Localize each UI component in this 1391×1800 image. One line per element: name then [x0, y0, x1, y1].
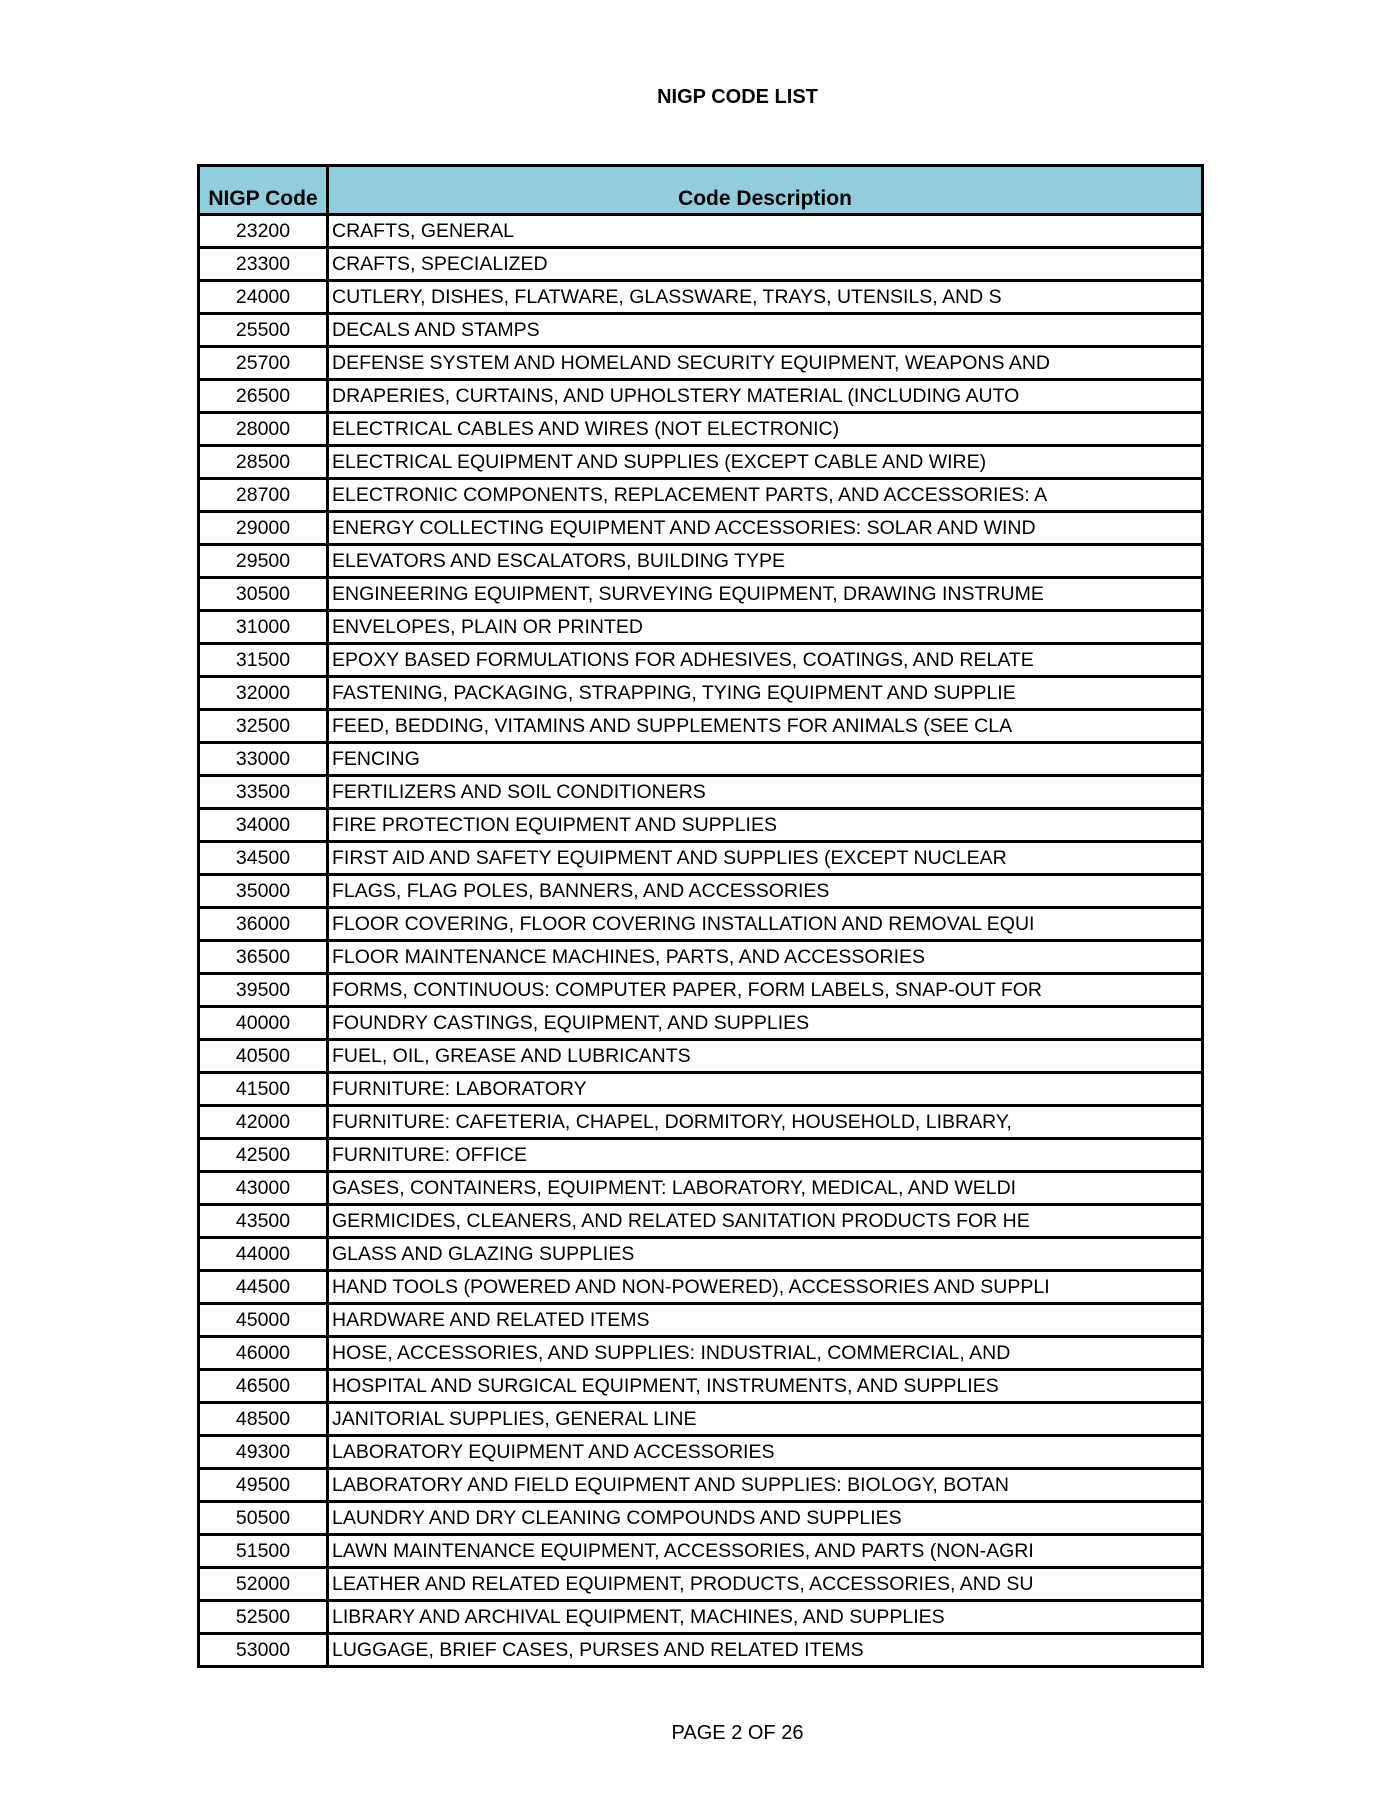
- table-header-row: [199, 166, 1203, 215]
- table-row: [199, 578, 1203, 611]
- table-row: [199, 941, 1203, 974]
- code-description-cell: HAND TOOLS (POWERED AND NON-POWERED), ACCESSORIES AND SUPPLI: [328, 1271, 1203, 1304]
- code-description-cell: ELECTRONIC COMPONENTS, REPLACEMENT PARTS, AND ACCESSORIES: A: [328, 479, 1203, 512]
- nigp-code-cell: 23300: [199, 248, 328, 281]
- nigp-code-cell: 49500: [199, 1469, 328, 1502]
- table-row: [199, 1271, 1203, 1304]
- table-row: [199, 1601, 1203, 1634]
- code-description-cell: CUTLERY, DISHES, FLATWARE, GLASSWARE, TRAYS, UTENSILS, AND S: [328, 281, 1203, 314]
- code-description-cell: CRAFTS, SPECIALIZED: [328, 248, 1203, 281]
- code-description-cell: LAUNDRY AND DRY CLEANING COMPOUNDS AND SUPPLIES: [328, 1502, 1203, 1535]
- nigp-code-cell: 44000: [199, 1238, 328, 1271]
- table-row: [199, 215, 1203, 248]
- nigp-code-cell: 42000: [199, 1106, 328, 1139]
- table-row: [199, 1535, 1203, 1568]
- table-row: [199, 1238, 1203, 1271]
- table-row: [199, 512, 1203, 545]
- nigp-code-cell: 46000: [199, 1337, 328, 1370]
- table-row: [199, 1139, 1203, 1172]
- nigp-code-cell: 23200: [199, 215, 328, 248]
- nigp-code-cell: 33000: [199, 743, 328, 776]
- code-description-cell: EPOXY BASED FORMULATIONS FOR ADHESIVES, COATINGS, AND RELATE: [328, 644, 1203, 677]
- nigp-code-cell: 41500: [199, 1073, 328, 1106]
- code-description-cell: GLASS AND GLAZING SUPPLIES: [328, 1238, 1203, 1271]
- nigp-code-cell: 46500: [199, 1370, 328, 1403]
- code-description-cell: LAWN MAINTENANCE EQUIPMENT, ACCESSORIES, AND PARTS (NON-AGRI: [328, 1535, 1203, 1568]
- table-row: [199, 1634, 1203, 1667]
- code-description-cell: FLOOR MAINTENANCE MACHINES, PARTS, AND ACCESSORIES: [328, 941, 1203, 974]
- code-description-cell: FURNITURE: CAFETERIA, CHAPEL, DORMITORY, HOUSEHOLD, LIBRARY,: [328, 1106, 1203, 1139]
- table-row: [199, 743, 1203, 776]
- nigp-code-cell: 52000: [199, 1568, 328, 1601]
- nigp-code-cell: 52500: [199, 1601, 328, 1634]
- nigp-code-cell: 31000: [199, 611, 328, 644]
- code-description-cell: JANITORIAL SUPPLIES, GENERAL LINE: [328, 1403, 1203, 1436]
- table-row: [199, 1007, 1203, 1040]
- code-description-cell: GERMICIDES, CLEANERS, AND RELATED SANITATION PRODUCTS FOR HE: [328, 1205, 1203, 1238]
- nigp-code-cell: 40500: [199, 1040, 328, 1073]
- table-row: [199, 842, 1203, 875]
- nigp-code-cell: 43000: [199, 1172, 328, 1205]
- code-description-cell: FLOOR COVERING, FLOOR COVERING INSTALLATION AND REMOVAL EQUI: [328, 908, 1203, 941]
- header-nigp-code: NIGP Code: [199, 166, 328, 215]
- table-row: [199, 479, 1203, 512]
- nigp-code-cell: 51500: [199, 1535, 328, 1568]
- table-row: [199, 347, 1203, 380]
- code-description-cell: FORMS, CONTINUOUS: COMPUTER PAPER, FORM LABELS, SNAP-OUT FOR: [328, 974, 1203, 1007]
- code-description-cell: HARDWARE AND RELATED ITEMS: [328, 1304, 1203, 1337]
- code-description-cell: ENGINEERING EQUIPMENT, SURVEYING EQUIPMENT, DRAWING INSTRUME: [328, 578, 1203, 611]
- nigp-code-cell: 26500: [199, 380, 328, 413]
- table-row: [199, 1469, 1203, 1502]
- page-title: NIGP CODE LIST: [657, 86, 818, 108]
- code-description-cell: GASES, CONTAINERS, EQUIPMENT: LABORATORY, MEDICAL, AND WELDI: [328, 1172, 1203, 1205]
- nigp-code-cell: 29500: [199, 545, 328, 578]
- nigp-code-cell: 42500: [199, 1139, 328, 1172]
- table-row: [199, 446, 1203, 479]
- nigp-code-cell: 53000: [199, 1634, 328, 1667]
- code-description-cell: FUEL, OIL, GREASE AND LUBRICANTS: [328, 1040, 1203, 1073]
- table-row: [199, 1040, 1203, 1073]
- nigp-code-cell: 25500: [199, 314, 328, 347]
- table-row: [199, 710, 1203, 743]
- page-number: PAGE 2 OF 26: [671, 1722, 804, 1744]
- table-row: [199, 1337, 1203, 1370]
- code-description-cell: FURNITURE: LABORATORY: [328, 1073, 1203, 1106]
- table-row: [199, 380, 1203, 413]
- nigp-code-cell: 39500: [199, 974, 328, 1007]
- code-description-cell: LABORATORY EQUIPMENT AND ACCESSORIES: [328, 1436, 1203, 1469]
- nigp-code-cell: 28000: [199, 413, 328, 446]
- table-row: [199, 1403, 1203, 1436]
- nigp-code-cell: 28700: [199, 479, 328, 512]
- table-row: [199, 611, 1203, 644]
- code-description-cell: FASTENING, PACKAGING, STRAPPING, TYING EQUIPMENT AND SUPPLIE: [328, 677, 1203, 710]
- table-row: [199, 1106, 1203, 1139]
- nigp-code-table: [197, 164, 1204, 1668]
- nigp-code-cell: 36500: [199, 941, 328, 974]
- table-row: [199, 545, 1203, 578]
- code-description-cell: FEED, BEDDING, VITAMINS AND SUPPLEMENTS FOR ANIMALS (SEE CLA: [328, 710, 1203, 743]
- code-description-cell: HOSPITAL AND SURGICAL EQUIPMENT, INSTRUMENTS, AND SUPPLIES: [328, 1370, 1203, 1403]
- table-row: [199, 248, 1203, 281]
- code-description-cell: LUGGAGE, BRIEF CASES, PURSES AND RELATED ITEMS: [328, 1634, 1203, 1667]
- table-row: [199, 1073, 1203, 1106]
- code-description-cell: LIBRARY AND ARCHIVAL EQUIPMENT, MACHINES, AND SUPPLIES: [328, 1601, 1203, 1634]
- code-description-cell: FENCING: [328, 743, 1203, 776]
- nigp-code-cell: 35000: [199, 875, 328, 908]
- code-description-cell: ELECTRICAL EQUIPMENT AND SUPPLIES (EXCEPT CABLE AND WIRE): [328, 446, 1203, 479]
- code-description-cell: CRAFTS, GENERAL: [328, 215, 1203, 248]
- code-description-cell: DECALS AND STAMPS: [328, 314, 1203, 347]
- nigp-code-cell: 32500: [199, 710, 328, 743]
- code-description-cell: ENERGY COLLECTING EQUIPMENT AND ACCESSORIES: SOLAR AND WIND: [328, 512, 1203, 545]
- table-row: [199, 1502, 1203, 1535]
- code-description-cell: ELECTRICAL CABLES AND WIRES (NOT ELECTRONIC): [328, 413, 1203, 446]
- nigp-code-cell: 31500: [199, 644, 328, 677]
- table-row: [199, 908, 1203, 941]
- nigp-code-cell: 33500: [199, 776, 328, 809]
- code-description-cell: LABORATORY AND FIELD EQUIPMENT AND SUPPLIES: BIOLOGY, BOTAN: [328, 1469, 1203, 1502]
- table-row: [199, 281, 1203, 314]
- code-description-cell: ELEVATORS AND ESCALATORS, BUILDING TYPE: [328, 545, 1203, 578]
- table-row: [199, 644, 1203, 677]
- nigp-code-cell: 49300: [199, 1436, 328, 1469]
- nigp-code-cell: 30500: [199, 578, 328, 611]
- table-row: [199, 1568, 1203, 1601]
- code-description-cell: FIRE PROTECTION EQUIPMENT AND SUPPLIES: [328, 809, 1203, 842]
- code-description-cell: FOUNDRY CASTINGS, EQUIPMENT, AND SUPPLIES: [328, 1007, 1203, 1040]
- nigp-code-cell: 48500: [199, 1403, 328, 1436]
- table-row: [199, 875, 1203, 908]
- nigp-code-cell: 29000: [199, 512, 328, 545]
- table-row: [199, 1172, 1203, 1205]
- nigp-code-cell: 34000: [199, 809, 328, 842]
- table-row: [199, 1304, 1203, 1337]
- nigp-code-cell: 40000: [199, 1007, 328, 1040]
- code-description-cell: ENVELOPES, PLAIN OR PRINTED: [328, 611, 1203, 644]
- nigp-code-cell: 32000: [199, 677, 328, 710]
- nigp-code-cell: 25700: [199, 347, 328, 380]
- nigp-code-cell: 43500: [199, 1205, 328, 1238]
- table-row: [199, 809, 1203, 842]
- nigp-code-cell: 24000: [199, 281, 328, 314]
- code-description-cell: FERTILIZERS AND SOIL CONDITIONERS: [328, 776, 1203, 809]
- code-description-cell: FIRST AID AND SAFETY EQUIPMENT AND SUPPLIES (EXCEPT NUCLEAR: [328, 842, 1203, 875]
- code-description-cell: DRAPERIES, CURTAINS, AND UPHOLSTERY MATERIAL (INCLUDING AUTO: [328, 380, 1203, 413]
- nigp-code-cell: 36000: [199, 908, 328, 941]
- nigp-code-cell: 50500: [199, 1502, 328, 1535]
- table-row: [199, 1205, 1203, 1238]
- table-row: [199, 776, 1203, 809]
- nigp-code-cell: 34500: [199, 842, 328, 875]
- table-row: [199, 314, 1203, 347]
- code-description-cell: LEATHER AND RELATED EQUIPMENT, PRODUCTS, ACCESSORIES, AND SU: [328, 1568, 1203, 1601]
- table-row: [199, 974, 1203, 1007]
- table-row: [199, 1436, 1203, 1469]
- code-description-cell: FLAGS, FLAG POLES, BANNERS, AND ACCESSORIES: [328, 875, 1203, 908]
- code-description-cell: FURNITURE: OFFICE: [328, 1139, 1203, 1172]
- code-description-cell: DEFENSE SYSTEM AND HOMELAND SECURITY EQUIPMENT, WEAPONS AND: [328, 347, 1203, 380]
- nigp-code-cell: 44500: [199, 1271, 328, 1304]
- nigp-code-cell: 45000: [199, 1304, 328, 1337]
- code-description-cell: HOSE, ACCESSORIES, AND SUPPLIES: INDUSTRIAL, COMMERCIAL, AND: [328, 1337, 1203, 1370]
- table-row: [199, 1370, 1203, 1403]
- table-row: [199, 677, 1203, 710]
- table-row: [199, 413, 1203, 446]
- header-code-description: Code Description: [328, 166, 1203, 215]
- nigp-code-cell: 28500: [199, 446, 328, 479]
